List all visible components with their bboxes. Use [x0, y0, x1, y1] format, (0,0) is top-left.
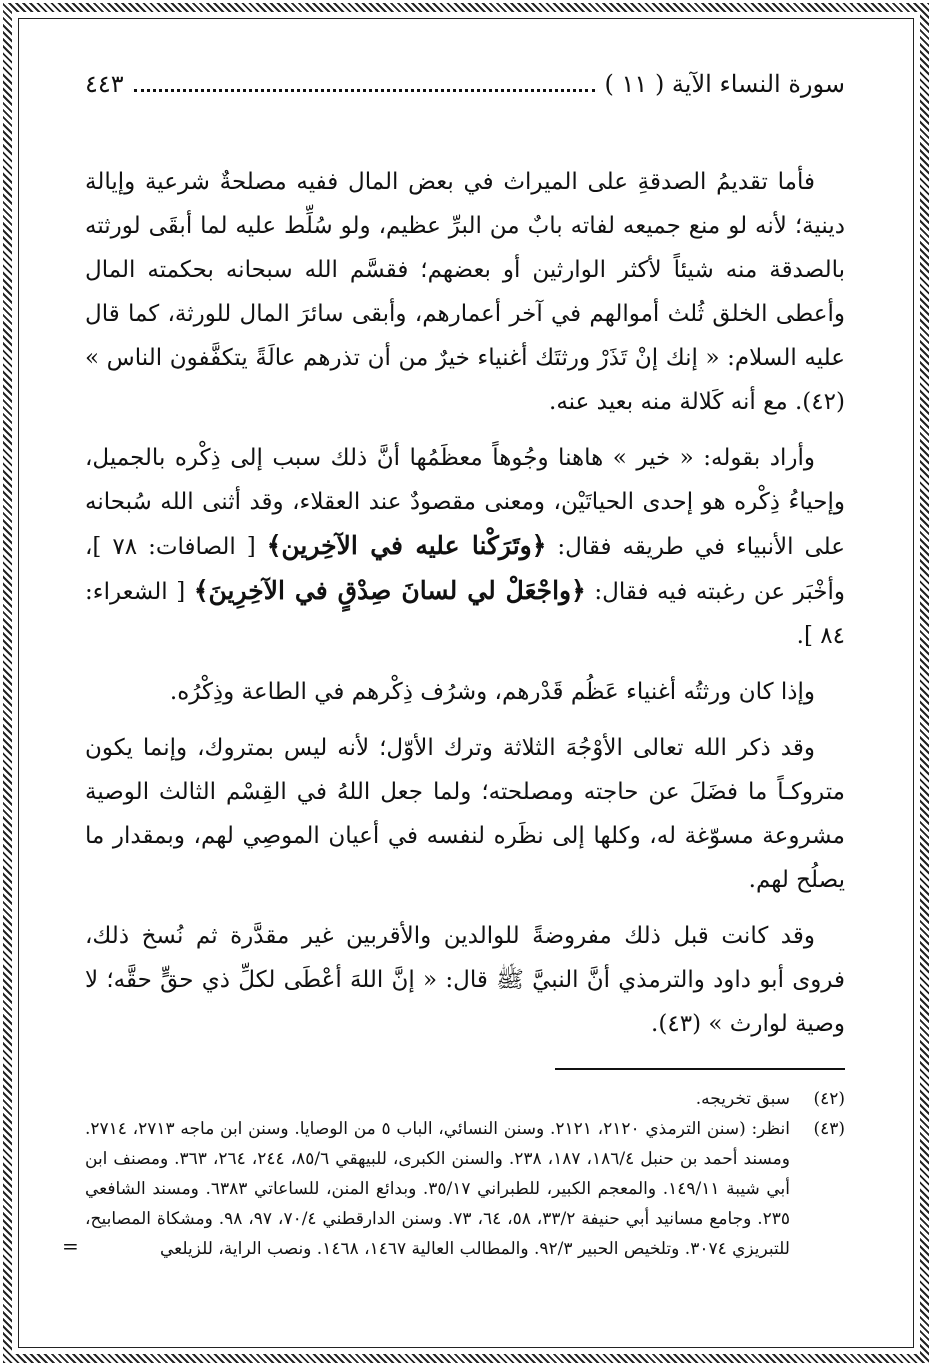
footnote-42 [85, 1084, 845, 1114]
paragraph-2-text-c: [ الشعراء: ٨٤ ]. [85, 579, 845, 649]
footnotes [85, 1084, 845, 1264]
paragraph-5: وقد كانت قبل ذلك مفروضةً للوالدين والأقربين غير مقدَّرة ثم نُسخ ذلك، فروى أبو داود والترمذي أنَّ النبيَّ ﷺ قال: « إنَّ اللهَ أعْطَى لكلِّ ذي حقٍّ حقَّه؛ لا وصية لوارث » (٤٣). [85, 923, 845, 1037]
quran-verse-1: ﴿وتَرَكْنا عليه في الآخِرين﴾ [266, 531, 547, 560]
footnote-number: (٤٣) [813, 1119, 845, 1139]
footnote-text: انظر: (سنن الترمذي ٢١٢٠، ٢١٢١. وسنن النسائي، الباب ٥ من الوصايا. وسنن ابن ماجه ٢٧١٣، ٢٧١٤. ومسند أحمد بن حنبل ١٨٦/٤، ١٨٧، ٢٣٨. والسنن الكبرى، للبيهقي ٨٥/٦، ٢٤٤، ٢٦٤، ٣٦٣. ومصنف ابن أبي شيبة ١٤٩/١١. والمعجم الكبير، للطبراني ٣٥/١٧. وبدائع المنن، للساعاتي ٦٣٨٣. ومسند الشافعي ٢٣٥. وجامع مسانيد أبي حنيفة ٣٣/٢، ٥٨، ٦٤، ٧٣. وسنن الدارقطني ٧٠/٤، ٩٧، ٩٨. ومشكاة المصابيح، للتبريزي ٣٠٧٤. وتلخيص الحبير ٩٢/٣. والمطالب العالية ١٤٦٧، ١٤٦٨. ونصب الراية، للزيلعي [85, 1119, 791, 1259]
continuation-mark: = [62, 1234, 79, 1258]
main-text [85, 160, 845, 1046]
quran-verse-2: ﴿واجْعَلْ لي لسانَ صِدْقٍ في الآخِرِينَ﴾ [193, 576, 586, 605]
paragraph-2-text-a: وأراد بقوله: « خير » هاهنا وجُوهاً معظَمُها أنَّ ذلك سبب إلى ذِكْره بالجميل، وإحياءُ ذِكْره هو إحدى الحياتَيْن، ومعنى مقصودٌ عند العقلاء، وقد أثنى الله سُبحانه على الأنبياء في طريقه فقال: [85, 445, 846, 560]
paragraph-2-text-b: [ الصافات: ٧٨ ]، وأخْبَر عن رغبته فيه فقال: [85, 534, 845, 605]
paragraph-4: وقد ذكر الله تعالى الأوْجُهَ الثلاثة وترك الأوّل؛ لأنه ليس بمتروك، وإنما يكون متروكـاً ما فضَلَ عن حاجته ومصلحته؛ ولما جعل اللهُ في القِسْم الثالث الوصية مشروعة مسوّغة له، وكلها إلى نظَره لنفسه في أعيان الموصِي لهم، وبمقدار ما يصلُح لهم. [85, 735, 845, 893]
footnote-number: (٤٢) [813, 1089, 845, 1109]
footnote-text: سبق تخريجه. [695, 1089, 790, 1109]
paragraph-3: وإذا كان ورثتُه أغنياء عَظُم قَدْرهم، وشرُف ذِكْرهم في الطاعة وذِكْرُه. [169, 679, 815, 705]
surah-title: سورة النساء الآية ( ١١ ) [604, 70, 845, 98]
book-page [85, 70, 845, 1264]
paragraph-2 [85, 436, 845, 658]
header-dot-leader [134, 89, 595, 92]
paragraph-1: فأما تقديمُ الصدقةِ على الميراث في بعض المال ففيه مصلحةٌ شرعية وإيالة دينية؛ لأنه لو منع جميعه لفاته بابٌ من البرِّ عظيم، ولو سُلِّط عليه لما أبقَى لورثته بالصدقة منه شيئاً لأكثر الوارثين أو بعضهم؛ فقسَّم الله سبحانه بحكمته المال وأعطى الخلق ثُلث أموالهم في آخر أعمارهم، وأبقى سائرَ المال للورثة، كما قال عليه السلام: « إنك إنْ تَذَرْ ورثتَك أغنياء خيرٌ من أن تذرهم عالَةً يتكفَّفون الناس » (٤٢). مع أنه كَلالة منه بعيد عنه. [85, 169, 845, 415]
footnote-43 [85, 1114, 845, 1264]
running-header [85, 70, 845, 110]
page-number: ٤٤٣ [85, 70, 124, 98]
footnote-separator [555, 1068, 845, 1070]
